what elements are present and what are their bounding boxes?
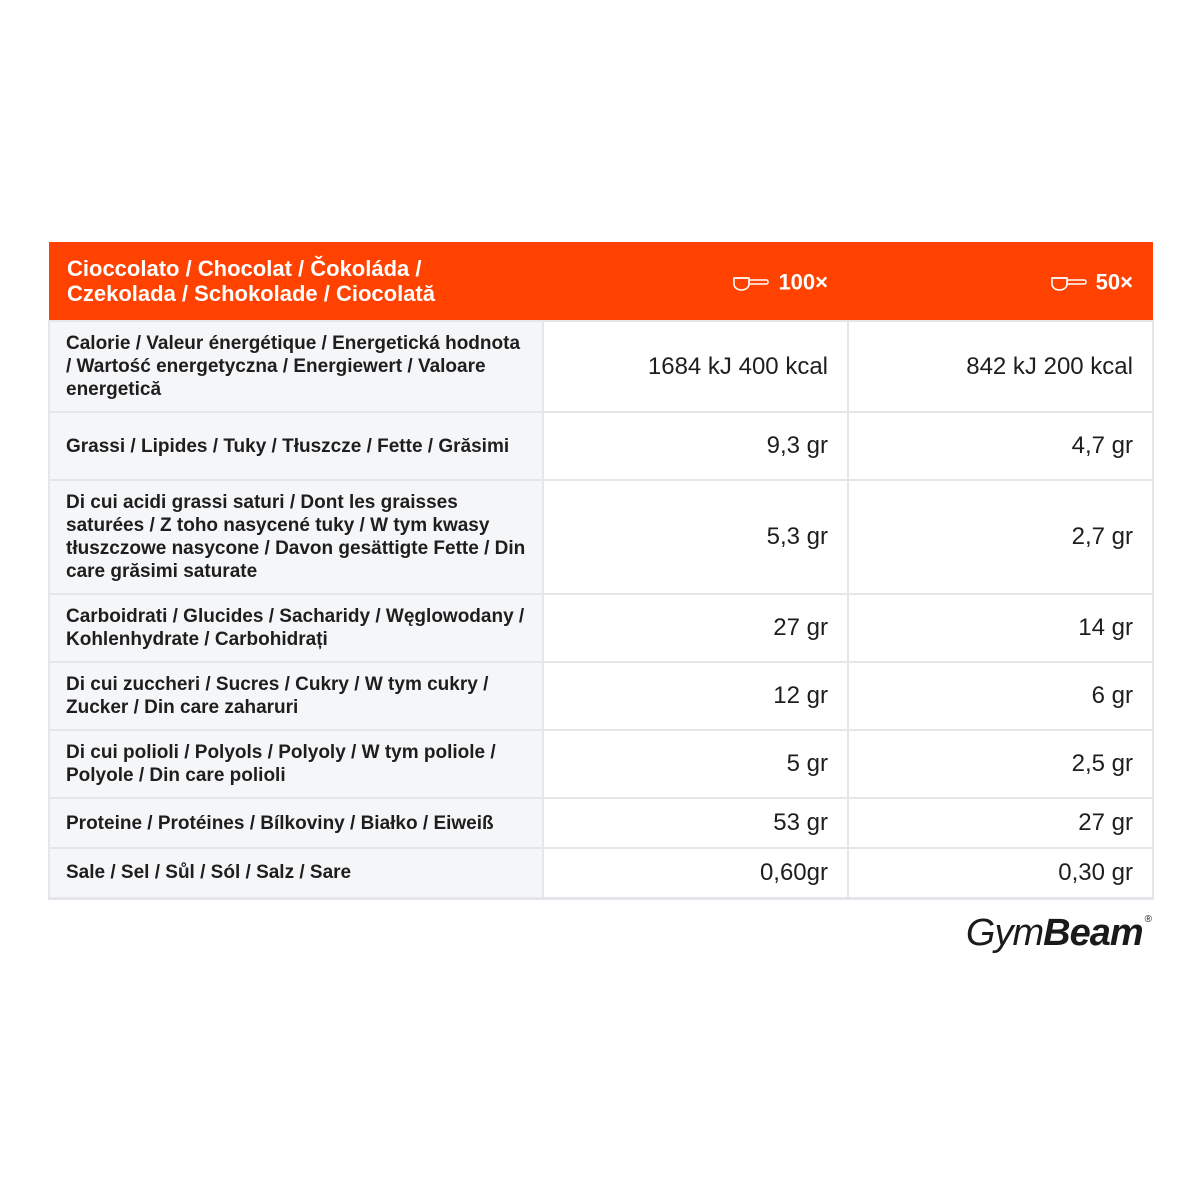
table-row	[49, 848, 1153, 898]
serving-50-label: 50×	[1095, 269, 1133, 295]
value-100: 5 gr	[543, 730, 848, 798]
value-50: 2,5 gr	[848, 730, 1153, 798]
table-row	[49, 594, 1153, 662]
table-row	[49, 480, 1153, 594]
table-row	[49, 321, 1153, 412]
registered-mark: ®	[1144, 914, 1152, 925]
serving-50-header	[848, 242, 1153, 321]
table-row	[49, 730, 1153, 798]
value-50: 4,7 gr	[848, 412, 1153, 480]
value-100: 9,3 gr	[543, 412, 848, 480]
flavour-line-1: Cioccolato / Chocolat / Čokoláda /	[67, 256, 422, 281]
value-50: 2,7 gr	[848, 480, 1153, 594]
gymbeam-logo	[966, 912, 1152, 955]
value-100: 1684 kJ 400 kcal	[543, 321, 848, 412]
nutrient-name: Di cui acidi grassi saturi / Dont les graisses saturées / Z toho nasycené tuky / W tym kwasy tłuszczowe nasycone / Davon gesättigte Fette / Din care grăsimi saturate	[49, 480, 543, 594]
serving-100-label: 100×	[778, 269, 828, 295]
nutrient-name: Sale / Sel / Sůl / Sól / Salz / Sare	[49, 848, 543, 898]
value-100: 5,3 gr	[543, 480, 848, 594]
nutrient-name: Calorie / Valeur énergétique / Energetická hodnota / Wartość energetyczna / Energiewert / Valoare energetică	[49, 321, 543, 412]
nutrient-name: Di cui polioli / Polyols / Polyoly / W tym poliole / Polyole / Din care polioli	[49, 730, 543, 798]
value-50: 0,30 gr	[848, 848, 1153, 898]
scoop-icon	[732, 273, 770, 291]
table-row	[49, 662, 1153, 730]
value-100: 53 gr	[543, 798, 848, 848]
scoop-icon	[1050, 273, 1088, 291]
flavour-header	[49, 242, 543, 321]
nutrient-name: Carboidrati / Glucides / Sacharidy / Węglowodany / Kohlenhydrate / Carbohidrați	[49, 594, 543, 662]
value-50: 27 gr	[848, 798, 1153, 848]
value-50: 842 kJ 200 kcal	[848, 321, 1153, 412]
logo-light-part: Gym	[965, 912, 1044, 954]
nutrition-table	[48, 242, 1154, 900]
nutrient-name: Grassi / Lipides / Tuky / Tłuszcze / Fette / Grăsimi	[49, 412, 543, 480]
table-row	[49, 412, 1153, 480]
serving-100-header	[543, 242, 848, 321]
value-100: 0,60gr	[543, 848, 848, 898]
value-50: 6 gr	[848, 662, 1153, 730]
table-header-row	[49, 242, 1153, 321]
value-100: 12 gr	[543, 662, 848, 730]
value-50: 14 gr	[848, 594, 1153, 662]
logo-bold-part: Beam	[1043, 912, 1143, 954]
nutrient-name: Proteine / Protéines / Bílkoviny / Białko / Eiweiß	[49, 798, 543, 848]
nutrient-name: Di cui zuccheri / Sucres / Cukry / W tym cukry / Zucker / Din care zaharuri	[49, 662, 543, 730]
value-100: 27 gr	[543, 594, 848, 662]
flavour-line-2: Czekolada / Schokolade / Ciocolată	[67, 281, 435, 306]
table-row	[49, 798, 1153, 848]
